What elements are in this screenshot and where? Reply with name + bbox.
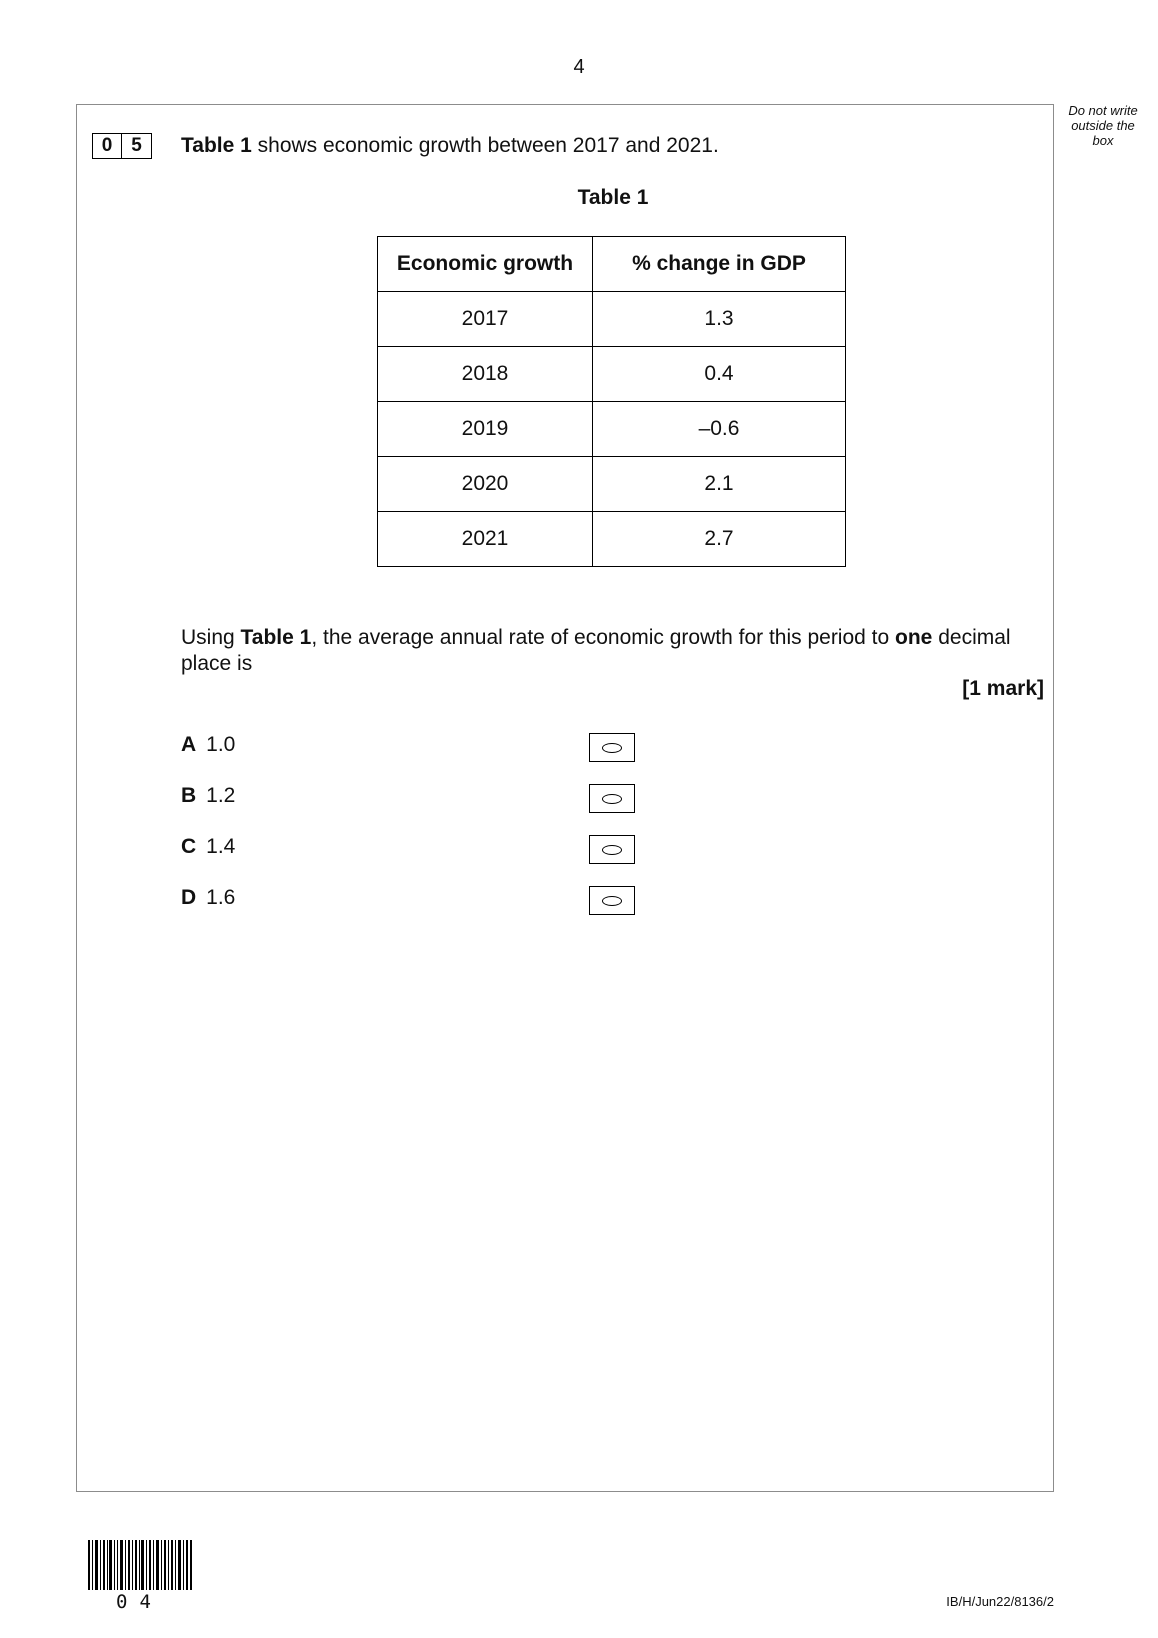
page-number: 4 bbox=[573, 56, 585, 78]
table-row bbox=[378, 512, 846, 567]
option-b-checkbox[interactable] bbox=[589, 784, 635, 813]
table-row bbox=[378, 347, 846, 402]
oval-icon bbox=[602, 743, 622, 753]
barcode bbox=[88, 1540, 192, 1590]
table-cell-year: 2020 bbox=[378, 457, 593, 512]
table-row bbox=[378, 402, 846, 457]
question-number-digit-2: 5 bbox=[122, 133, 152, 159]
table-row bbox=[378, 292, 846, 347]
option-d-checkbox[interactable] bbox=[589, 886, 635, 915]
oval-icon bbox=[602, 896, 622, 906]
table-header-row bbox=[378, 237, 846, 292]
option-value: 1.4 bbox=[206, 835, 236, 858]
table-header-gdp-change: % change in GDP bbox=[593, 237, 846, 292]
table-cell-year: 2019 bbox=[378, 402, 593, 457]
option-value: 1.2 bbox=[206, 784, 236, 807]
option-c-checkbox[interactable] bbox=[589, 835, 635, 864]
question-intro bbox=[181, 134, 719, 158]
paper-reference: IB/H/Jun22/8136/2 bbox=[946, 1594, 1054, 1609]
option-letter: B bbox=[181, 784, 197, 807]
table-caption: Table 1 bbox=[577, 186, 649, 209]
table-cell-gdp: 1.3 bbox=[593, 292, 846, 347]
option-a bbox=[181, 733, 235, 757]
mark-allocation: [1 mark] bbox=[962, 677, 1044, 700]
intro-table-ref: Table 1 bbox=[181, 134, 252, 157]
question-number-digit-1: 0 bbox=[92, 133, 122, 159]
option-b bbox=[181, 784, 235, 808]
prompt-text-1: Using bbox=[181, 626, 241, 649]
table-cell-gdp: –0.6 bbox=[593, 402, 846, 457]
table-cell-year: 2021 bbox=[378, 512, 593, 567]
gdp-table bbox=[377, 236, 846, 567]
option-letter: A bbox=[181, 733, 197, 756]
prompt-emphasis: one bbox=[895, 626, 933, 649]
prompt-text-3: decimal place is bbox=[181, 626, 1011, 675]
prompt-text-2: , the average annual rate of economic growth for this period to bbox=[311, 626, 896, 649]
option-value: 1.6 bbox=[206, 886, 236, 909]
option-letter: D bbox=[181, 886, 197, 909]
table-cell-gdp: 2.1 bbox=[593, 457, 846, 512]
margin-note: Do not write outside the box bbox=[1068, 103, 1138, 148]
option-a-checkbox[interactable] bbox=[589, 733, 635, 762]
option-d bbox=[181, 886, 235, 910]
table-header-economic-growth: Economic growth bbox=[378, 237, 593, 292]
table-row bbox=[378, 457, 846, 512]
table-cell-gdp: 2.7 bbox=[593, 512, 846, 567]
question-number bbox=[92, 133, 152, 159]
oval-icon bbox=[602, 845, 622, 855]
option-value: 1.0 bbox=[206, 733, 236, 756]
option-letter: C bbox=[181, 835, 197, 858]
table-cell-gdp: 0.4 bbox=[593, 347, 846, 402]
table-cell-year: 2017 bbox=[378, 292, 593, 347]
table-cell-year: 2018 bbox=[378, 347, 593, 402]
option-c bbox=[181, 835, 235, 859]
intro-text: shows economic growth between 2017 and 2021. bbox=[251, 134, 719, 157]
oval-icon bbox=[602, 794, 622, 804]
barcode-number: 04 bbox=[116, 1591, 163, 1613]
prompt-table-ref: Table 1 bbox=[240, 626, 312, 649]
question-prompt bbox=[181, 625, 1041, 677]
